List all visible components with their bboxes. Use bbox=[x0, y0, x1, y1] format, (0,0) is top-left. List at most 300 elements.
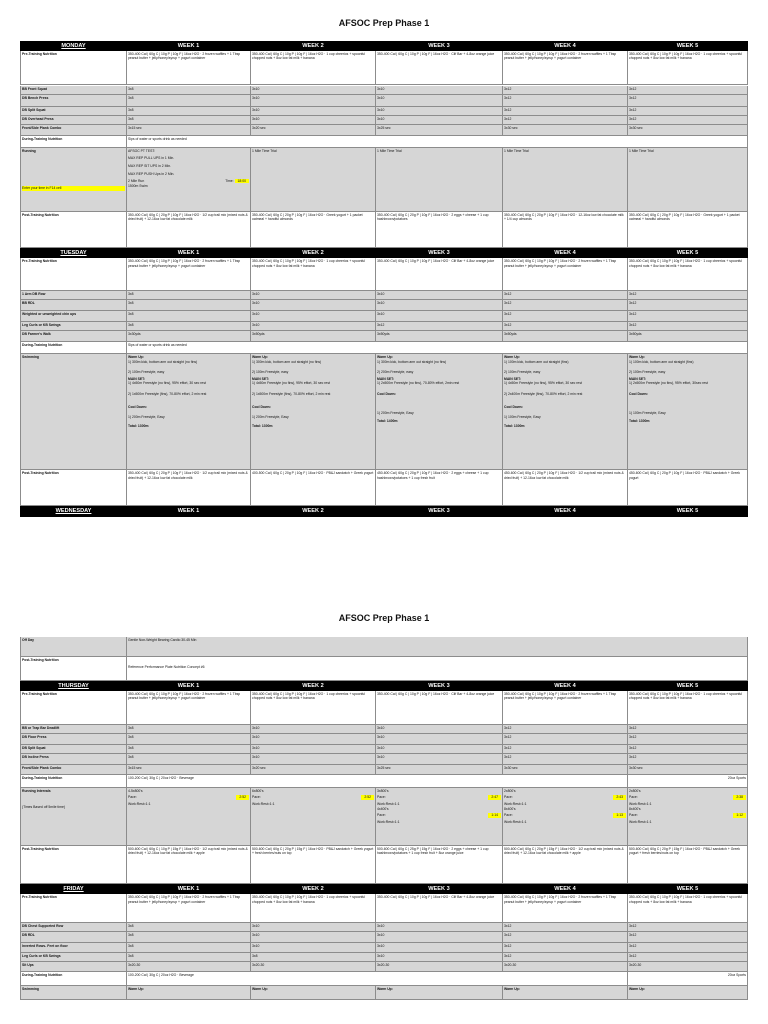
trial-cell: 1 Mile Time Trial bbox=[503, 148, 628, 211]
nutrition-cell: 350-400 Cal | 60g C | 10g P | 10g F | 16oz H2O · 2 frozen waffles + 1 Tbsp peanut butter + jelly/honey/syrup + yogurt container bbox=[503, 51, 628, 84]
swim-cooldown: Cool Down: bbox=[377, 391, 396, 396]
nutrition-cell: 500-600 Cal | 60g C | 20g P | 15g F | 16oz H2O · PB&J sandwich + Greek yogurt + fresh berries/nuts on top bbox=[628, 846, 748, 883]
nutrition-cell: 400-500 Cal | 60g C | 20g P | 10g F | 16oz H2O · PB&J sandwich + Greek yogurt bbox=[251, 470, 376, 505]
nutrition-cell: 500-600 Cal | 60g C | 20g P | 15g F | 16oz H2O · 1/2 cup trail mix (mixed nuts & dried fruit) + 12-16oz low fat chocolate milk + apple bbox=[503, 846, 628, 883]
day-header-wednesday bbox=[20, 506, 748, 516]
nutrition-cell: 350-400 Cal | 60g C | 10g P | 10g F | 16oz H2O · Clif Bar + 4-8oz orange juice bbox=[376, 258, 503, 290]
off-day-row bbox=[20, 637, 748, 657]
nutrition-cell: 20oz Sports bbox=[628, 972, 748, 985]
day-label: MONDAY bbox=[20, 41, 127, 50]
swim-line: 1) 300m kick, bottom arm out straight (no fins) bbox=[252, 359, 322, 364]
page-title: AFSOC Prep Phase 1 bbox=[338, 18, 430, 28]
swim-line: 2) 100m Freestyle, easy bbox=[252, 370, 289, 375]
interval-note: (Times Based off 5mile time) bbox=[22, 805, 65, 810]
pace-value: 1:14 bbox=[488, 813, 501, 818]
week-header: WEEK 3 bbox=[376, 506, 503, 515]
swimming-row bbox=[20, 354, 748, 470]
pre-nutrition-row bbox=[20, 894, 748, 923]
sets-cell: 3x8 bbox=[127, 943, 251, 952]
sets-cell: 3x12 bbox=[503, 953, 628, 961]
pre-nutrition-row bbox=[20, 691, 748, 725]
exercise-row bbox=[20, 86, 748, 95]
exercise-name: Sit Ups bbox=[20, 962, 127, 971]
interval-line: Work:Rest=1:1 bbox=[504, 819, 527, 824]
sets-cell: 3x8 bbox=[127, 953, 251, 961]
exercise-name: DB Chest Supported Row bbox=[20, 923, 127, 931]
week-header: WEEK 2 bbox=[251, 41, 376, 50]
swim-cell bbox=[251, 354, 376, 469]
pre-nutrition-row bbox=[20, 258, 748, 291]
exercise-name: Leg Curls or KB Swings bbox=[20, 322, 127, 330]
pace-value: 2:52 bbox=[361, 795, 374, 800]
nutrition-cell: 350-400 Cal | 60g C | 20g P | 10g F | 16oz H2O · 12-16oz low fat chocolate milk + 1/4 cup almonds bbox=[503, 212, 628, 247]
swim-warmup: Warm Up: bbox=[504, 354, 520, 359]
sets-cell: 3x50yds bbox=[376, 331, 503, 341]
nutrition-cell: 350-400 Cal | 60g C | 10g P | 10g F | 16oz H2O · 1 cup cheerios + spoonful chopped nuts + 8oz low fat milk + banana bbox=[628, 258, 748, 290]
swim-line: 1) 200m Freestyle, Easy bbox=[377, 410, 414, 415]
interval-line: Work:Rest=1:1 bbox=[377, 801, 400, 806]
interval-cell bbox=[628, 788, 748, 845]
pace-value: 2:38 bbox=[733, 795, 746, 800]
sets-cell: 3x8 bbox=[127, 923, 251, 931]
sets-cell: 3x15 sec bbox=[127, 125, 251, 135]
nutrition-cell: 500-600 Cal | 60g C | 20g P | 15g F | 16oz H2O · PB&J sandwich + Greek yogurt + fresh berries/nuts on top bbox=[251, 846, 376, 883]
sets-cell: 3x20-30 bbox=[628, 962, 748, 971]
swim-line: 1) 100m kick, bottom arm out straight (fins) bbox=[629, 359, 694, 364]
swim-warmup: Warm Up: bbox=[252, 354, 268, 359]
swim-main: MAIN SET: bbox=[629, 376, 646, 381]
week-header: WEEK 1 bbox=[127, 41, 251, 50]
exercise-row bbox=[20, 734, 748, 745]
swim-line: 1) 300m kick, bottom arm out straight (no fins) bbox=[377, 359, 447, 364]
pt-test-line: AFSOC PT TEST: bbox=[128, 148, 156, 153]
sets-cell: 3x8 bbox=[127, 322, 251, 330]
swim-line: 1) 100m kick, bottom arm out straight (fins) bbox=[504, 359, 569, 364]
interval-line: Work:Rest=1:1 bbox=[629, 819, 652, 824]
nutrition-cell: 350-400 Cal | 60g C | 20g P | 10g F | 16oz H2O · 1/2 cup trail mix (mixed nuts & dried fruit) + 12-16oz low fat chocolate milk bbox=[127, 470, 251, 505]
row-label: Running bbox=[22, 148, 36, 153]
sets-cell: 3x10 bbox=[376, 932, 503, 942]
swim-line: 1) 100m Freestyle, Easy bbox=[629, 410, 666, 415]
nutrition-cell: 350-400 Cal | 60g C | 10g P | 10g F | 16oz H2O · 2 frozen waffles + 1 Tbsp peanut butter + jelly/honey/syrup + yogurt container bbox=[127, 258, 251, 290]
swim-total: Total: 1300m bbox=[128, 423, 149, 428]
swim-line: 2) 200m Freestyle, easy bbox=[377, 370, 414, 375]
post-nutrition-row bbox=[20, 470, 748, 506]
exercise-name: DB Floor Press bbox=[20, 734, 127, 744]
swim-line: 1) 200m Freestyle, Easy bbox=[128, 415, 165, 420]
swim-main: MAIN SET: bbox=[128, 376, 145, 381]
interval-line: 2x800's bbox=[504, 788, 516, 793]
swim-warmup: Warm Up: bbox=[128, 354, 144, 359]
sets-cell: 3x10 bbox=[376, 923, 503, 931]
interval-line: 4x400's bbox=[377, 806, 389, 811]
sets-cell: 3x10 bbox=[251, 725, 376, 733]
sets-cell: 3x10 bbox=[376, 745, 503, 753]
sets-cell: 3x10 bbox=[376, 725, 503, 733]
exercise-name: DB Farmer's Walk bbox=[20, 331, 127, 341]
interval-line: 8x400's bbox=[629, 806, 641, 811]
nutrition-cell: Sips of water or sports drink as needed bbox=[127, 136, 748, 147]
interval-cell bbox=[251, 788, 376, 845]
post-nutrition-row bbox=[20, 846, 748, 884]
during-nutrition-row bbox=[20, 136, 748, 148]
exercise-name: DB RDL bbox=[20, 932, 127, 942]
exercise-row bbox=[20, 725, 748, 734]
pt-test-line: 1500m Swim bbox=[128, 183, 148, 188]
swim-warmup: Warm Up: bbox=[376, 986, 503, 999]
nutrition-cell: 350-400 Cal | 60g C | 10g P | 10g F | 16oz H2O · 2 frozen waffles + 1 Tbsp peanut butter + jelly/honey/syrup + yogurt container bbox=[127, 894, 251, 922]
sets-cell: 3x12 bbox=[628, 943, 748, 952]
nutrition-cell: 350-400 Cal | 60g C | 10g P | 10g F | 16oz H2O · 1 cup cheerios + spoonful chopped nuts + 8oz low fat milk + banana bbox=[251, 258, 376, 290]
sets-cell: 3x12 bbox=[628, 923, 748, 931]
swim-warmup: Warm Up: bbox=[377, 354, 393, 359]
swim-line: 1) 300m kick, bottom arm out straight (no fins) bbox=[128, 359, 198, 364]
week-header: WEEK 2 bbox=[251, 248, 376, 257]
running-intervals-row bbox=[20, 788, 748, 846]
nutrition-cell: 350-400 Cal | 60g C | 10g P | 10g F | 16oz H2O · 2 frozen waffles + 1 Tbsp peanut butter + jelly/honey/syrup + yogurt container bbox=[127, 51, 251, 84]
sets-cell: 3x12 bbox=[628, 86, 748, 94]
swim-line: 1) 4x50m Freestyle (no fins), 95% effort, 30 sec rest bbox=[252, 381, 330, 386]
sets-cell: 3x10 bbox=[251, 745, 376, 753]
exercise-row bbox=[20, 125, 748, 136]
interval-line: Work:Rest=1:1 bbox=[252, 801, 275, 806]
off-day-activity: Gentle Non-Weight Bearing Cardio 30-45 Min bbox=[127, 637, 748, 656]
sets-cell: 3x12 bbox=[503, 116, 628, 124]
nutrition-cell: 350-400 Cal | 60g C | 10g P | 10g F | 16oz H2O · 1 cup cheerios + spoonful chopped nuts + 8oz low fat milk + banana bbox=[251, 51, 376, 84]
sets-cell: 3x12 bbox=[503, 932, 628, 942]
row-label: Swimming bbox=[20, 986, 127, 999]
exercise-row bbox=[20, 107, 748, 116]
swim-warmup: Warm Up: bbox=[628, 986, 748, 999]
week-header: WEEK 1 bbox=[127, 248, 251, 257]
sets-cell: 3x30 sec bbox=[628, 125, 748, 135]
week-header: WEEK 3 bbox=[376, 681, 503, 690]
sets-cell: 3x30 sec bbox=[503, 125, 628, 135]
sets-cell: 3x20-30 bbox=[127, 962, 251, 971]
row-label: Post-Training Nutrition bbox=[20, 846, 127, 883]
sets-cell: 3x10 bbox=[251, 932, 376, 942]
post-nutrition-row bbox=[20, 657, 748, 681]
row-label: During-Training Nutrition bbox=[20, 775, 127, 787]
sets-cell: 3x20 sec bbox=[251, 125, 376, 135]
during-nutrition-row bbox=[20, 342, 748, 354]
exercise-name: BB Front Squat bbox=[20, 86, 127, 94]
week-header: WEEK 4 bbox=[503, 41, 628, 50]
interval-line: Work:Rest=1:1 bbox=[504, 801, 527, 806]
week-header: WEEK 3 bbox=[376, 884, 503, 893]
swim-line: 2) 100m Freestyle, easy bbox=[504, 370, 541, 375]
swim-line: 1) 2x500m Freestyle (no fins), 95% effort, 30sec rest bbox=[629, 381, 708, 386]
swim-line: 2) 100m Freestyle, easy bbox=[128, 370, 165, 375]
nutrition-cell: 350-400 Cal | 60g C | 20g P | 10g F | 16oz H2O · Greek yogurt + 1 packet oatmeal + handful almonds bbox=[251, 212, 376, 247]
sets-cell: 3x10 bbox=[251, 107, 376, 115]
sets-cell: 3x12 bbox=[628, 107, 748, 115]
nutrition-cell: 350-400 Cal | 60g C | 10g P | 10g F | 16oz H2O · Clif Bar + 4-8oz orange juice bbox=[376, 894, 503, 922]
swim-cooldown: Cool Down: bbox=[504, 404, 523, 409]
sets-cell: 3x8 bbox=[127, 932, 251, 942]
exercise-row bbox=[20, 116, 748, 125]
exercise-row bbox=[20, 291, 748, 300]
row-label: Pre-Training Nutrition bbox=[20, 691, 127, 724]
sets-cell: 3x10 bbox=[376, 107, 503, 115]
row-label: Pre-Training Nutrition bbox=[20, 894, 127, 922]
pace-line: Pace: 1:14 bbox=[377, 813, 501, 818]
sets-cell: 3x8 bbox=[127, 116, 251, 124]
week-header: WEEK 2 bbox=[251, 681, 376, 690]
interval-line: 3x800's bbox=[377, 788, 389, 793]
trial-cell: 1 Mile Time Trial bbox=[251, 148, 376, 211]
nutrition-cell: 350-400 Cal | 60g C | 10g P | 10g F | 16oz H2O · Clif Bar + 4-8oz orange juice bbox=[376, 51, 503, 84]
sets-cell: 3x30yds bbox=[127, 331, 251, 341]
sets-cell: 3x10 bbox=[376, 734, 503, 744]
exercise-row bbox=[20, 322, 748, 331]
nutrition-cell: 500-600 Cal | 60g C | 25g P | 15g F | 16oz H2O · 2 eggs + cheese + 1 cup hashbrown/potatoes + 1 cup fresh fruit + 8oz orange juice bbox=[376, 846, 503, 883]
post-nutrition-row bbox=[20, 212, 748, 248]
sets-cell: 3x15 sec bbox=[127, 765, 251, 774]
day-header-thursday bbox=[20, 681, 748, 691]
week-header: WEEK 2 bbox=[251, 884, 376, 893]
swim-main: MAIN SET: bbox=[252, 376, 269, 381]
nutrition-cell: 350-400 Cal | 60g C | 10g P | 10g F | 16oz H2O · 1 cup cheerios + spoonful chopped nuts + 8oz low fat milk + banana bbox=[628, 691, 748, 724]
nutrition-cell: 350-400 Cal | 60g C | 10g P | 10g F | 16oz H2O · 2 frozen waffles + 1 Tbsp peanut butter + jelly/honey/syrup + yogurt container bbox=[127, 691, 251, 724]
pace-value: 1:13 bbox=[613, 813, 626, 818]
sets-cell: 3x20 sec bbox=[251, 765, 376, 774]
swim-cell bbox=[127, 354, 251, 469]
exercise-row bbox=[20, 311, 748, 322]
interval-line: 6x800's bbox=[252, 788, 264, 793]
sets-cell: 3x12 bbox=[503, 734, 628, 744]
swim-warmup: Warm Up: bbox=[629, 354, 645, 359]
pt-test-cell bbox=[127, 148, 251, 211]
exercise-row bbox=[20, 923, 748, 932]
nutrition-cell: 100-200 Cal | 30g C | 20oz H2O · Beverage bbox=[127, 775, 628, 787]
exercise-row bbox=[20, 962, 748, 972]
exercise-row bbox=[20, 745, 748, 754]
sets-cell: 3x10 bbox=[376, 95, 503, 106]
swim-line: 2) 1x500m Freestyle (fins), 70-80% effort, 2 min rest bbox=[252, 391, 331, 396]
day-header-friday bbox=[20, 884, 748, 894]
sets-cell: 3x10 bbox=[251, 754, 376, 764]
row-label: During-Training Nutrition bbox=[20, 136, 127, 147]
sets-cell: 3x10 bbox=[376, 311, 503, 321]
pace-line: Pace: 2:52 bbox=[252, 795, 374, 800]
sets-cell: 3x12 bbox=[503, 107, 628, 115]
sets-cell: 3x12 bbox=[628, 116, 748, 124]
sets-cell: 3x8 bbox=[127, 754, 251, 764]
pace-line: Pace: 1:13 bbox=[504, 813, 626, 818]
swim-line: 2) 1x500m Freestyle (fins), 70-80% effort, 2 min rest bbox=[128, 391, 207, 396]
week-header: WEEK 5 bbox=[628, 41, 748, 50]
row-label: Running Intervals bbox=[22, 788, 51, 793]
sets-cell: 3x12 bbox=[628, 754, 748, 764]
swim-cooldown: Cool Down: bbox=[629, 391, 648, 396]
week-header: WEEK 5 bbox=[628, 884, 748, 893]
sets-cell: 3x20-30 bbox=[251, 962, 376, 971]
pace-value: 1:12 bbox=[733, 813, 746, 818]
swim-cell bbox=[503, 354, 628, 469]
exercise-row bbox=[20, 95, 748, 107]
swim-total: Total: 1300m bbox=[252, 423, 273, 428]
exercise-row bbox=[20, 765, 748, 775]
nutrition-cell: 350-400 Cal | 60g C | 20g P | 10g F | 16oz H2O · Greek yogurt + 1 packet oatmeal + handful almonds bbox=[628, 212, 748, 247]
pt-test-line: MAX REP PUSH Ups in 2 Min. bbox=[128, 171, 175, 176]
sets-cell: 3x10 bbox=[251, 311, 376, 321]
nutrition-cell: 350-400 Cal | 60g C | 20g P | 10g F | 16oz H2O · 1/2 cup trail mix (mixed nuts & dried fruit) + 12-16oz low fat chocolate milk bbox=[127, 212, 251, 247]
sets-cell: 3x12 bbox=[503, 95, 628, 106]
exercise-row bbox=[20, 300, 748, 311]
week-header: WEEK 1 bbox=[127, 681, 251, 690]
sets-cell: 3x8 bbox=[251, 953, 376, 961]
sets-cell: 3x10 bbox=[376, 291, 503, 299]
sets-cell: 3x8 bbox=[127, 745, 251, 753]
interval-line: 2x800's bbox=[629, 788, 641, 793]
nutrition-cell: 450-600 Cal | 60g C | 20g P | 10g F | 16oz H2O · PB&J sandwich + Greek yogurt bbox=[628, 470, 748, 505]
pre-nutrition-row bbox=[20, 51, 748, 85]
exercise-name: Leg Curls or KB Swings bbox=[20, 953, 127, 961]
sets-cell: 3x20-30 bbox=[376, 962, 503, 971]
nutrition-cell: 350-400 Cal | 60g C | 10g P | 10g F | 16oz H2O · 2 frozen waffles + 1 Tbsp peanut butter + jelly/honey/syrup + yogurt container bbox=[503, 691, 628, 724]
sets-cell: 3x12 bbox=[503, 745, 628, 753]
day-label: WEDNESDAY bbox=[20, 506, 127, 515]
sets-cell: 3x50yds bbox=[503, 331, 628, 341]
trial-cell: 1 Mile Time Trial bbox=[628, 148, 748, 211]
sets-cell: 3x10 bbox=[376, 943, 503, 952]
sets-cell: 3x10 bbox=[251, 300, 376, 310]
swim-cell bbox=[628, 354, 748, 469]
week-header: WEEK 5 bbox=[628, 506, 748, 515]
row-label: During-Training Nutrition bbox=[20, 342, 127, 353]
interval-cell bbox=[127, 788, 251, 845]
swim-main: MAIN SET: bbox=[504, 376, 521, 381]
intervals-label-cell bbox=[20, 788, 127, 845]
sets-cell: 3x10 bbox=[251, 86, 376, 94]
swim-warmup: Warm Up: bbox=[251, 986, 376, 999]
swimming-row bbox=[20, 986, 748, 1000]
nutrition-cell: 450-600 Cal | 60g C | 20g P | 10g F | 16oz H2O · 2 eggs + cheese + 1 cup hashbrown/potatoes + 1 cup fresh fruit bbox=[376, 470, 503, 505]
swim-cooldown: Cool Down: bbox=[128, 404, 147, 409]
sets-cell: 3x12 bbox=[503, 311, 628, 321]
trial-cell: 1 Mile Time Trial bbox=[376, 148, 503, 211]
running-label-cell bbox=[20, 148, 127, 211]
sets-cell: 3x12 bbox=[503, 923, 628, 931]
interval-line: Work:Rest=1:1 bbox=[377, 819, 400, 824]
sets-cell: 3x12 bbox=[628, 734, 748, 744]
row-label: Post-Training Nutrition bbox=[20, 470, 127, 505]
interval-cell bbox=[503, 788, 628, 845]
nutrition-cell: 350-400 Cal | 60g C | 20g P | 10g F | 16oz H2O · 2 eggs + cheese + 1 cup hashbrown/potatoes bbox=[376, 212, 503, 247]
day-label: TUESDAY bbox=[20, 248, 127, 257]
sets-cell: 3x12 bbox=[628, 322, 748, 330]
week-header: WEEK 5 bbox=[628, 681, 748, 690]
interval-line: Work:Rest=1:1 bbox=[629, 801, 652, 806]
week-header: WEEK 2 bbox=[251, 506, 376, 515]
exercise-row bbox=[20, 331, 748, 342]
sets-cell: 3x12 bbox=[503, 322, 628, 330]
sets-cell: 3x10 bbox=[251, 291, 376, 299]
sets-cell: 3x12 bbox=[628, 953, 748, 961]
time-label: Time: 18:00 bbox=[225, 179, 249, 184]
row-label: Pre-Training Nutrition bbox=[20, 258, 127, 290]
pace-value: 2:43 bbox=[613, 795, 626, 800]
swim-cooldown: Cool Down: bbox=[252, 404, 271, 409]
sets-cell: 3x12 bbox=[628, 300, 748, 310]
time-value-field[interactable]: 18:00 bbox=[235, 179, 250, 183]
sets-cell: 3x12 bbox=[503, 943, 628, 952]
sets-cell: 3x10 bbox=[376, 953, 503, 961]
exercise-name: 1 Arm DB Row bbox=[20, 291, 127, 299]
nutrition-cell: 350-400 Cal | 60g C | 10g P | 10g F | 16oz H2O · 1 cup cheerios + spoonful chopped nuts + 8oz low fat milk + banana bbox=[628, 51, 748, 84]
row-label: During-Training Nutrition bbox=[20, 972, 127, 985]
exercise-name: Front/Side Plank Combo bbox=[20, 125, 127, 135]
week-header: WEEK 5 bbox=[628, 248, 748, 257]
sets-cell: 3x10 bbox=[251, 923, 376, 931]
week-header: WEEK 1 bbox=[127, 506, 251, 515]
nutrition-cell: 350-400 Cal | 60g C | 10g P | 10g F | 16oz H2O · 1 cup cheerios + spoonful chopped nuts + 8oz low fat milk + banana bbox=[628, 894, 748, 922]
exercise-row bbox=[20, 943, 748, 953]
week-header: WEEK 4 bbox=[503, 506, 628, 515]
sets-cell: 3x30 sec bbox=[628, 765, 748, 774]
sets-cell: 3x10 bbox=[376, 754, 503, 764]
sets-cell: 3x8 bbox=[127, 95, 251, 106]
mile-run-label: 2 Mile Run bbox=[128, 179, 145, 184]
week-header: WEEK 4 bbox=[503, 681, 628, 690]
nutrition-cell: Reference Performance Plate Nutrition Concept #6 bbox=[127, 657, 748, 680]
interval-cell bbox=[376, 788, 503, 845]
sets-cell: 3x10 bbox=[376, 86, 503, 94]
day-label: FRIDAY bbox=[20, 884, 127, 893]
pace-line: Pace: 2:38 bbox=[629, 795, 746, 800]
sets-cell: 3x25 sec bbox=[376, 125, 503, 135]
swim-warmup: Warm Up: bbox=[127, 986, 251, 999]
sets-cell: 3x10 bbox=[376, 300, 503, 310]
sets-cell: 3x8 bbox=[127, 734, 251, 744]
nutrition-cell: 500-600 Cal | 60g C | 10g P | 15g F | 16oz H2O · 1/2 cup trail mix (mixed nuts & dried fruit) + 12-16oz low fat chocolate milk + apple bbox=[127, 846, 251, 883]
sets-cell: 3x12 bbox=[628, 745, 748, 753]
sets-cell: 3x12 bbox=[503, 725, 628, 733]
pt-test-line: MAX REP PULL UPS in 1 Min. bbox=[128, 156, 175, 161]
sets-cell: 3x10 bbox=[251, 116, 376, 124]
swim-warmup: Warm Up: bbox=[503, 986, 628, 999]
day-header-tuesday bbox=[20, 248, 748, 258]
sets-cell: 3x30 sec bbox=[503, 765, 628, 774]
time-instruction: Enter your time in F14 cell bbox=[22, 186, 125, 191]
swim-total: Total: 1300m bbox=[629, 419, 650, 424]
week-header: WEEK 4 bbox=[503, 884, 628, 893]
sets-cell: 3x8 bbox=[127, 311, 251, 321]
exercise-name: Weighted or unweighted chin ups bbox=[20, 311, 127, 321]
row-label: Post-Training Nutrition bbox=[20, 657, 127, 680]
exercise-name: DB Split Squat bbox=[20, 745, 127, 753]
swim-line: 2) 2x400m Freestyle (fins), 70-80% effort, 2 min rest bbox=[504, 391, 583, 396]
page-title: AFSOC Prep Phase 1 bbox=[338, 613, 430, 623]
pace-value: 2:47 bbox=[488, 795, 501, 800]
nutrition-cell: 350-400 Cal | 60g C | 10g P | 10g F | 16oz H2O · 1 cup cheerios + spoonful chopped nuts + 8oz low fat milk + banana bbox=[251, 894, 376, 922]
sets-cell: 3x12 bbox=[503, 300, 628, 310]
exercise-name: BB or Trap Bar Deadlift bbox=[20, 725, 127, 733]
exercise-row bbox=[20, 953, 748, 962]
sets-cell: 3x12 bbox=[376, 322, 503, 330]
nutrition-cell: 350-400 Cal | 60g C | 10g P | 10g F | 16oz H2O · 2 frozen waffles + 1 Tbsp peanut butter + jelly/honey/syrup + yogurt container bbox=[503, 894, 628, 922]
sets-cell: 3x12 bbox=[628, 95, 748, 106]
during-nutrition-row bbox=[20, 972, 748, 986]
sets-cell: 3x12 bbox=[628, 725, 748, 733]
pace-value: 2:52 bbox=[236, 795, 249, 800]
exercise-name: DB Incline Press bbox=[20, 754, 127, 764]
sets-cell: 3x50yds bbox=[251, 331, 376, 341]
sets-cell: 3x12 bbox=[628, 932, 748, 942]
sets-cell: 3x12 bbox=[503, 291, 628, 299]
schedule-table-page-2 bbox=[20, 637, 748, 1000]
